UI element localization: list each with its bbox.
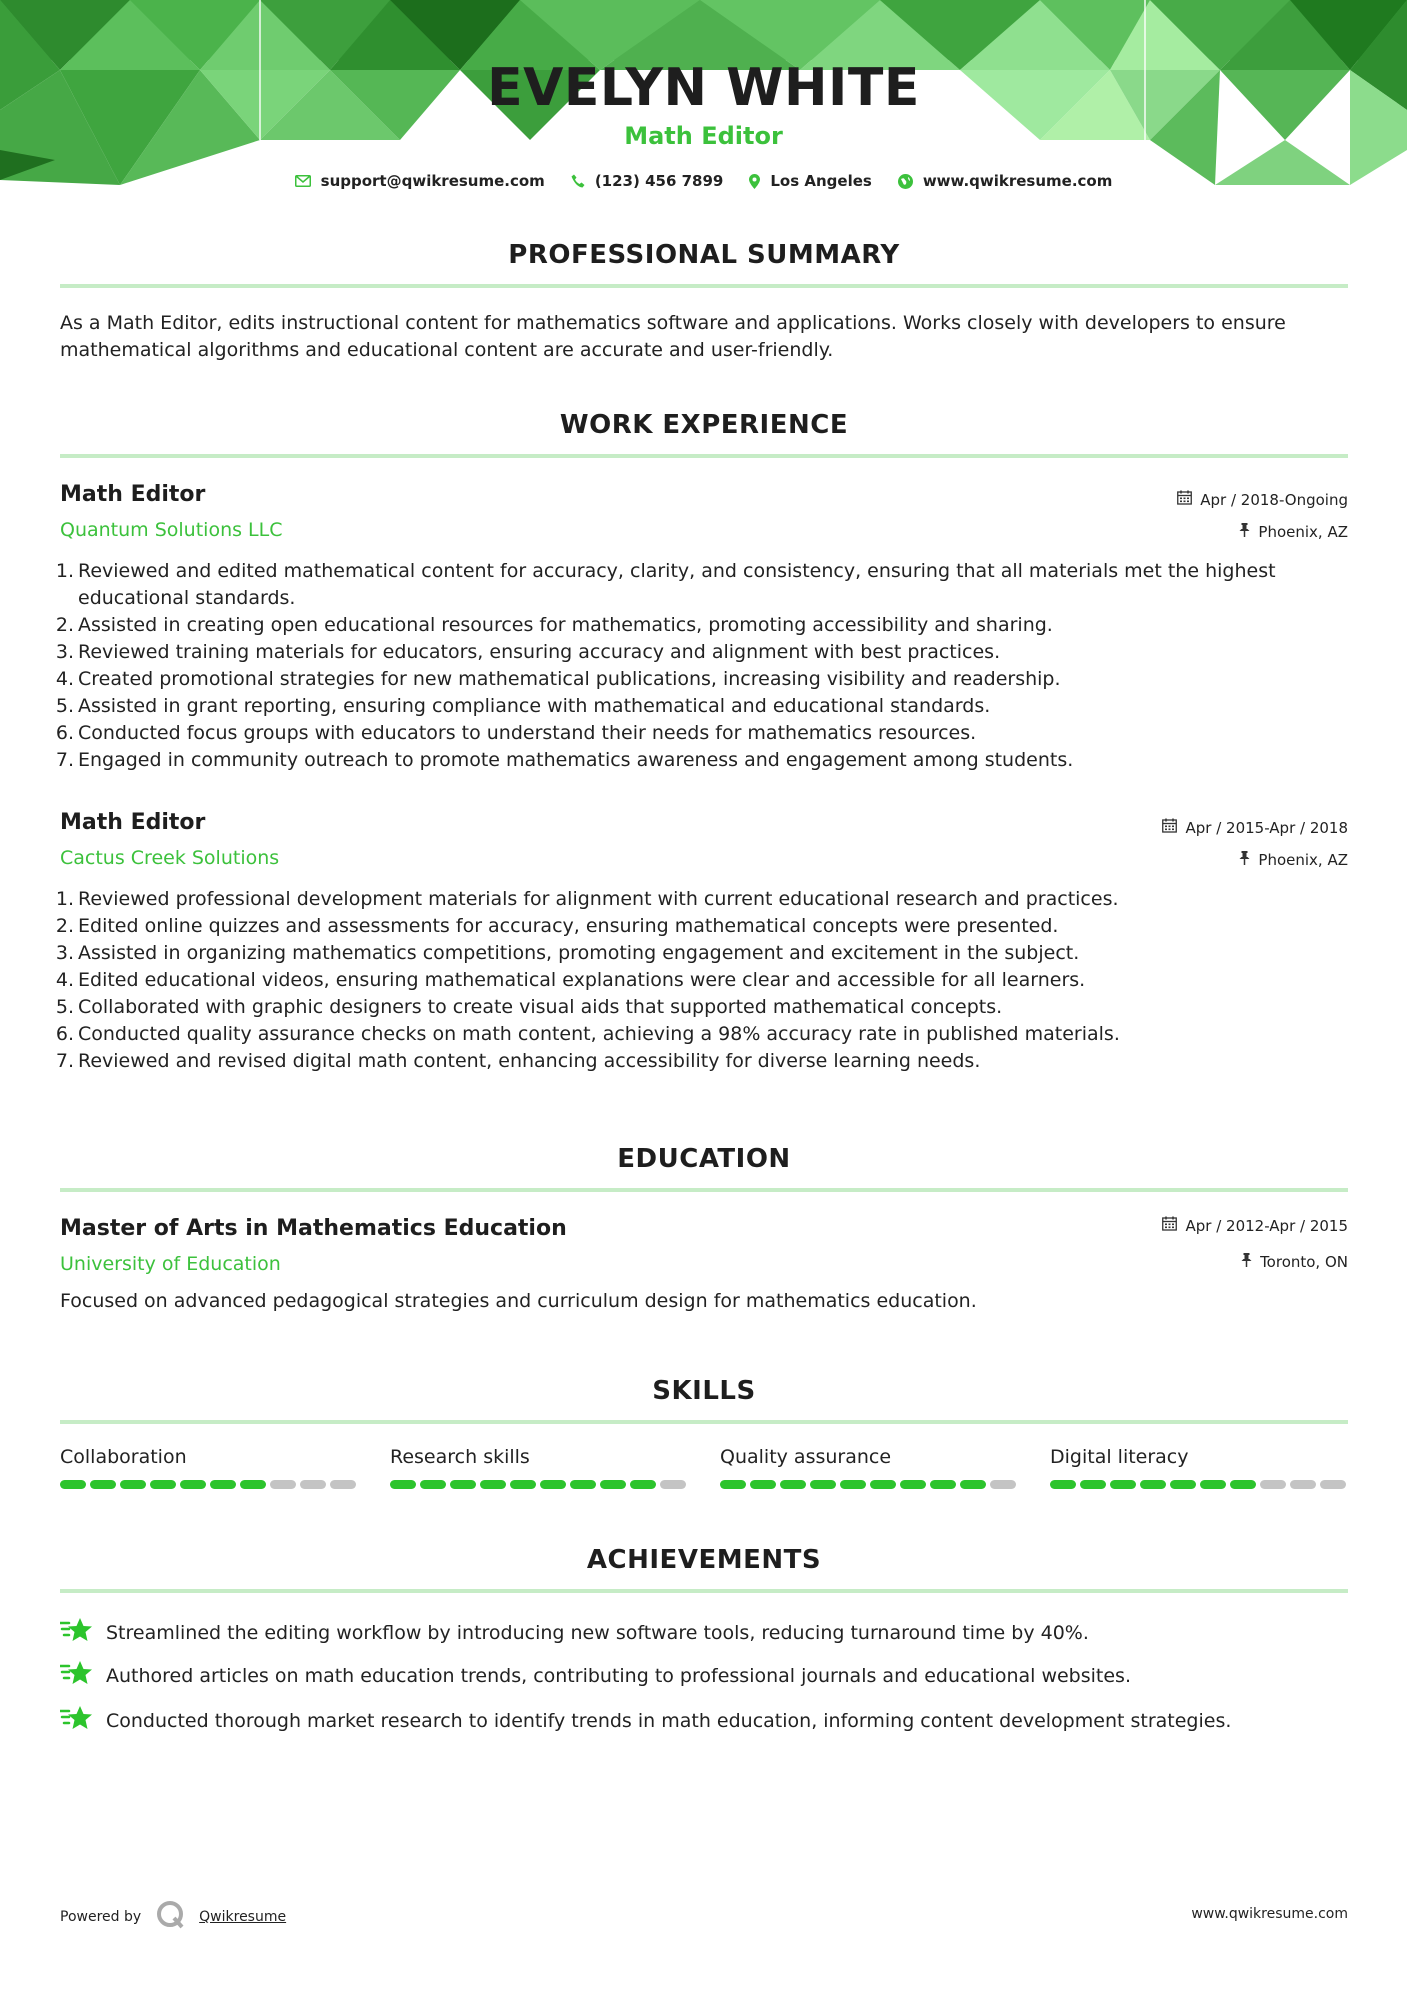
skill-dot [450, 1480, 476, 1489]
skill-dot [1080, 1480, 1106, 1489]
summary-heading: PROFESSIONAL SUMMARY [508, 240, 900, 270]
contact-website[interactable] [898, 172, 1113, 190]
calendar-icon [1162, 1216, 1177, 1235]
experience-heading: WORK EXPERIENCE [559, 410, 849, 440]
education-divider [60, 1188, 1348, 1192]
achievement-item [60, 1704, 1350, 1737]
job-dates [1177, 490, 1348, 509]
job-location-text: Phoenix, AZ [1258, 851, 1348, 869]
skill-dot [390, 1480, 416, 1489]
skill-item [720, 1446, 1020, 1489]
skill-dot [150, 1480, 176, 1489]
skill-dot [570, 1480, 596, 1489]
job-location-text: Phoenix, AZ [1258, 523, 1348, 541]
pushpin-icon [1239, 851, 1250, 869]
skill-name: Collaboration [60, 1446, 187, 1468]
contact-phone[interactable] [571, 172, 724, 190]
list-item: 4. Created promotional strategies for new mathematical publications, increasing visibility and readership. [55, 668, 1061, 690]
skill-rating [60, 1480, 360, 1489]
job-dates-text: Apr / 2015-Apr / 2018 [1185, 818, 1348, 837]
achievement-text: Conducted thorough market research to identify trends in math education, informing content development strategies. [106, 1709, 1232, 1732]
education-location-text: Toronto, ON [1260, 1253, 1348, 1271]
contact-phone-text: (123) 456 7899 [594, 172, 724, 190]
list-item: 4. Edited educational videos, ensuring mathematical explanations were clear and accessible for all learners. [55, 969, 1086, 991]
envelope-icon [295, 175, 311, 187]
list-item: 3. Reviewed training materials for educators, ensuring accuracy and alignment with best practices. [55, 641, 1001, 663]
list-item: 6. Conducted focus groups with educators to understand their needs for mathematics resources. [55, 722, 977, 744]
skill-dot [1140, 1480, 1166, 1489]
contact-email[interactable] [295, 172, 545, 190]
skill-dot [240, 1480, 266, 1489]
achievement-text: Authored articles on math education trends, contributing to professional journals and educational websites. [106, 1664, 1131, 1687]
achievements-divider [60, 1589, 1348, 1593]
skill-rating [720, 1480, 1020, 1489]
skill-dot [60, 1480, 86, 1489]
job-dates-text: Apr / 2018-Ongoing [1200, 490, 1348, 509]
job-title: Math Editor [60, 810, 206, 835]
map-pin-icon [749, 174, 760, 189]
footer-powered-by [60, 1900, 286, 1934]
skill-dot [210, 1480, 236, 1489]
skill-dot [330, 1480, 356, 1489]
skill-dot [480, 1480, 506, 1489]
skill-dot [270, 1480, 296, 1489]
skills-list [60, 1446, 1350, 1489]
candidate-name: EVELYN WHITE [487, 58, 920, 118]
achievement-item [60, 1659, 1350, 1692]
job-title: Math Editor [60, 482, 206, 507]
skill-dot [120, 1480, 146, 1489]
skills-divider [60, 1420, 1348, 1424]
list-item: 3. Assisted in organizing mathematics competitions, promoting engagement and excitement in the subject. [55, 942, 1080, 964]
company-name: Cactus Creek Solutions [60, 847, 280, 869]
job-bullets [52, 558, 1350, 774]
education-heading: EDUCATION [617, 1144, 791, 1174]
skill-rating [1050, 1480, 1350, 1489]
list-item: 6. Conducted quality assurance checks on math content, achieving a 98% accuracy rate in published materials. [55, 1023, 1120, 1045]
skill-dot [180, 1480, 206, 1489]
candidate-role: Math Editor [624, 122, 783, 150]
skill-dot [720, 1480, 746, 1489]
skill-dot [540, 1480, 566, 1489]
list-item: 1. Reviewed professional development materials for alignment with current educational research and practices. [55, 888, 1119, 910]
skill-dot [1260, 1480, 1286, 1489]
skill-dot [1110, 1480, 1136, 1489]
skill-item [390, 1446, 690, 1489]
list-item: 1. Reviewed and edited mathematical content for accuracy, clarity, and consistency, ensuring that all materials met the highest educational standards. [55, 560, 1276, 609]
achievements-heading: ACHIEVEMENTS [586, 1545, 822, 1575]
skill-dot [840, 1480, 866, 1489]
contact-email-text: support@qwikresume.com [320, 172, 545, 190]
contact-website-text: www.qwikresume.com [922, 172, 1113, 190]
skill-dot [1200, 1480, 1226, 1489]
star-icon [60, 1659, 92, 1692]
contact-bar [0, 172, 1407, 190]
skill-dot [90, 1480, 116, 1489]
skill-dot [1170, 1480, 1196, 1489]
skill-name: Quality assurance [720, 1446, 892, 1468]
list-item: 5. Assisted in grant reporting, ensuring compliance with mathematical and educational standards. [55, 695, 991, 717]
star-icon [60, 1704, 92, 1737]
skill-dot [420, 1480, 446, 1489]
skill-dot [660, 1480, 686, 1489]
calendar-icon [1177, 490, 1192, 509]
company-name: Quantum Solutions LLC [60, 519, 283, 541]
skill-dot [1320, 1480, 1346, 1489]
skill-name: Digital literacy [1050, 1446, 1189, 1468]
degree-title: Master of Arts in Mathematics Education [60, 1216, 567, 1241]
job-location [1239, 851, 1348, 869]
skill-dot [1230, 1480, 1256, 1489]
achievement-item [60, 1616, 1350, 1649]
skill-dot [1050, 1480, 1076, 1489]
job-bullets [52, 886, 1350, 1075]
job-dates [1162, 818, 1348, 837]
skill-dot [600, 1480, 626, 1489]
list-item: 7. Engaged in community outreach to promote mathematics awareness and engagement among students. [55, 749, 1074, 771]
pushpin-icon [1241, 1253, 1252, 1271]
education-description: Focused on advanced pedagogical strategies and curriculum design for mathematics education. [60, 1290, 977, 1312]
list-item: 5. Collaborated with graphic designers to create visual aids that supported mathematical concepts. [55, 996, 1003, 1018]
contact-location-text: Los Angeles [770, 172, 872, 190]
globe-icon [898, 174, 913, 189]
list-item: 2. Edited online quizzes and assessments for accuracy, ensuring mathematical concepts were presented. [55, 915, 1059, 937]
skill-rating [390, 1480, 690, 1489]
skill-dot [960, 1480, 986, 1489]
skill-dot [630, 1480, 656, 1489]
skill-dot [810, 1480, 836, 1489]
skill-item [60, 1446, 360, 1489]
skill-dot [1290, 1480, 1316, 1489]
pushpin-icon [1239, 523, 1250, 541]
skills-heading: SKILLS [652, 1376, 756, 1406]
list-item: 7. Reviewed and revised digital math content, enhancing accessibility for diverse learning needs. [55, 1050, 981, 1072]
skill-dot [990, 1480, 1016, 1489]
qwikresume-link[interactable]: Qwikresume [199, 1909, 287, 1925]
school-name: University of Education [60, 1253, 281, 1275]
skill-dot [300, 1480, 326, 1489]
skill-dot [510, 1480, 536, 1489]
phone-icon [571, 174, 585, 188]
job-location [1239, 523, 1348, 541]
star-icon [60, 1616, 92, 1649]
achievement-text: Streamlined the editing workflow by introducing new software tools, reducing turnaround time by 40%. [106, 1621, 1089, 1644]
summary-divider [60, 284, 1348, 288]
list-item: 2. Assisted in creating open educational resources for mathematics, promoting accessibility and sharing. [55, 614, 1053, 636]
skill-dot [900, 1480, 926, 1489]
experience-divider [60, 454, 1348, 458]
skill-item [1050, 1446, 1350, 1489]
powered-by-label: Powered by [60, 1909, 142, 1925]
calendar-icon [1162, 818, 1177, 837]
footer-website[interactable]: www.qwikresume.com [1191, 1906, 1348, 1922]
skill-name: Research skills [390, 1446, 530, 1468]
qwikresume-logo-icon [155, 1900, 185, 1934]
skill-dot [780, 1480, 806, 1489]
education-dates [1162, 1216, 1348, 1235]
skill-dot [750, 1480, 776, 1489]
summary-text: As a Math Editor, edits instructional content for mathematics software and applications. Works closely with developers to ensure mathematical algorithms and educational content are accurate and user-friendly. [60, 312, 1286, 361]
education-location [1241, 1253, 1348, 1271]
contact-location [749, 172, 871, 190]
education-dates-text: Apr / 2012-Apr / 2015 [1185, 1216, 1348, 1235]
skill-dot [870, 1480, 896, 1489]
skill-dot [930, 1480, 956, 1489]
